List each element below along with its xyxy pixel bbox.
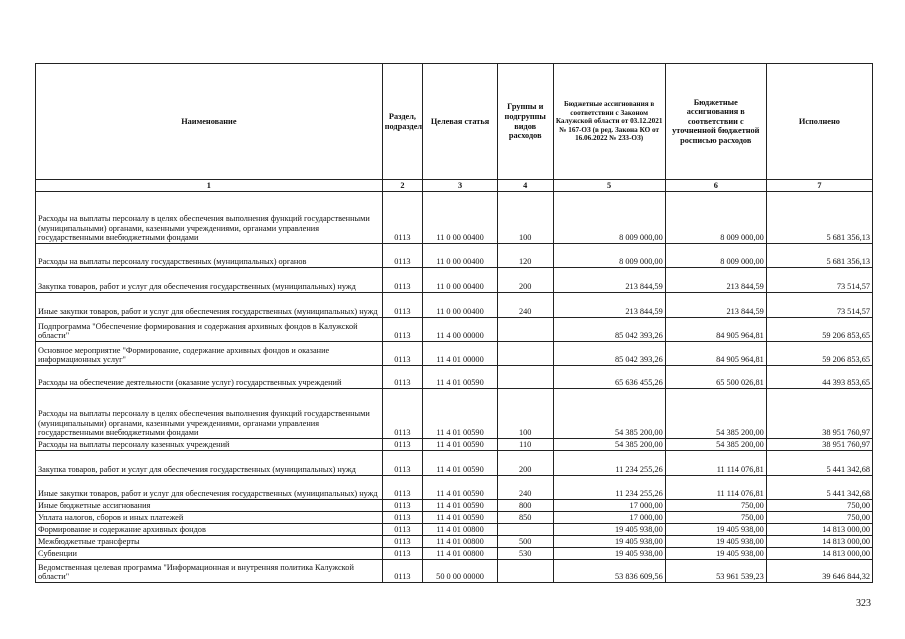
row-section: 0113 (382, 244, 422, 268)
row-section: 0113 (382, 389, 422, 439)
row-revised-amount: 19 405 938,00 (665, 524, 766, 536)
page-number: 323 (856, 598, 871, 609)
row-executed-amount: 38 951 760,97 (766, 389, 872, 439)
row-section: 0113 (382, 560, 422, 583)
row-name: Закупка товаров, работ и услуг для обеспечения государственных (муниципальных) нужд (36, 451, 383, 476)
row-section: 0113 (382, 342, 422, 366)
row-law-amount: 85 042 393,26 (553, 342, 665, 366)
table-row (36, 536, 873, 548)
row-target-article: 11 4 01 00590 (423, 500, 498, 512)
row-law-amount: 213 844,59 (553, 268, 665, 293)
row-expense-type: 240 (497, 476, 553, 500)
row-revised-amount: 750,00 (665, 500, 766, 512)
table-row (36, 366, 873, 389)
table-row (36, 560, 873, 583)
row-expense-type (497, 560, 553, 583)
row-target-article: 11 4 01 00800 (423, 548, 498, 560)
table-row (36, 389, 873, 439)
row-section: 0113 (382, 192, 422, 244)
row-target-article: 50 0 00 00000 (423, 560, 498, 583)
row-law-amount: 85 042 393,26 (553, 318, 665, 342)
row-target-article: 11 0 00 00400 (423, 244, 498, 268)
row-section: 0113 (382, 536, 422, 548)
row-executed-amount: 73 514,57 (766, 293, 872, 318)
table-row (36, 244, 873, 268)
row-target-article: 11 4 01 00000 (423, 342, 498, 366)
column-number: 2 (382, 180, 422, 192)
row-revised-amount: 750,00 (665, 512, 766, 524)
row-law-amount: 53 836 609,56 (553, 560, 665, 583)
row-name: Расходы на выплаты персоналу в целях обеспечения выполнения функций государственными (муниципальными) органами, казенными учреждениями, органами управления государственными внебюджетными фондами (36, 389, 383, 439)
row-revised-amount: 53 961 539,23 (665, 560, 766, 583)
row-expense-type (497, 318, 553, 342)
row-executed-amount: 750,00 (766, 512, 872, 524)
row-revised-amount: 213 844,59 (665, 268, 766, 293)
header-section: Раздел, подраздел (382, 64, 422, 180)
row-target-article: 11 4 01 00800 (423, 524, 498, 536)
row-name: Ведомственная целевая программа "Информационная и внутренняя политика Калужской области" (36, 560, 383, 583)
row-expense-type: 530 (497, 548, 553, 560)
row-executed-amount: 38 951 760,97 (766, 439, 872, 451)
column-number: 6 (665, 180, 766, 192)
row-expense-type: 500 (497, 536, 553, 548)
row-law-amount: 17 000,00 (553, 512, 665, 524)
row-revised-amount: 19 405 938,00 (665, 548, 766, 560)
row-executed-amount: 14 813 000,00 (766, 524, 872, 536)
row-executed-amount: 14 813 000,00 (766, 548, 872, 560)
row-revised-amount: 11 114 076,81 (665, 476, 766, 500)
row-revised-amount: 8 009 000,00 (665, 244, 766, 268)
table-row (36, 192, 873, 244)
row-section: 0113 (382, 293, 422, 318)
column-number: 4 (497, 180, 553, 192)
table-row (36, 439, 873, 451)
row-law-amount: 65 636 455,26 (553, 366, 665, 389)
table-row (36, 476, 873, 500)
row-executed-amount: 5 441 342,68 (766, 451, 872, 476)
row-expense-type: 110 (497, 439, 553, 451)
row-revised-amount: 11 114 076,81 (665, 451, 766, 476)
table-row (36, 500, 873, 512)
column-number-row (36, 180, 873, 192)
row-target-article: 11 4 01 00590 (423, 451, 498, 476)
row-name: Расходы на обеспечение деятельности (оказание услуг) государственных учреждений (36, 366, 383, 389)
row-expense-type: 200 (497, 268, 553, 293)
table-row (36, 293, 873, 318)
header-expense-group: Группы и подгруппы видов расходов (497, 64, 553, 180)
table-row (36, 268, 873, 293)
column-number: 5 (553, 180, 665, 192)
row-name: Расходы на выплаты персоналу в целях обеспечения выполнения функций государственными (муниципальными) органами, казенными учреждениями, органами управления государственными внебюджетными фондами (36, 192, 383, 244)
row-expense-type (497, 366, 553, 389)
row-revised-amount: 213 844,59 (665, 293, 766, 318)
row-law-amount: 8 009 000,00 (553, 192, 665, 244)
header-name: Наименование (36, 64, 383, 180)
budget-table (35, 63, 873, 583)
header-row (36, 64, 873, 180)
row-target-article: 11 4 01 00590 (423, 476, 498, 500)
row-section: 0113 (382, 548, 422, 560)
row-expense-type: 200 (497, 451, 553, 476)
row-target-article: 11 0 00 00400 (423, 293, 498, 318)
row-executed-amount: 59 206 853,65 (766, 342, 872, 366)
row-section: 0113 (382, 268, 422, 293)
table-row (36, 512, 873, 524)
row-revised-amount: 54 385 200,00 (665, 389, 766, 439)
row-law-amount: 54 385 200,00 (553, 439, 665, 451)
row-target-article: 11 0 00 00400 (423, 268, 498, 293)
row-section: 0113 (382, 512, 422, 524)
row-target-article: 11 0 00 00400 (423, 192, 498, 244)
row-revised-amount: 8 009 000,00 (665, 192, 766, 244)
row-name: Расходы на выплаты персоналу государственных (муниципальных) органов (36, 244, 383, 268)
row-section: 0113 (382, 524, 422, 536)
row-section: 0113 (382, 500, 422, 512)
row-expense-type (497, 342, 553, 366)
row-expense-type: 240 (497, 293, 553, 318)
row-law-amount: 54 385 200,00 (553, 389, 665, 439)
row-name: Субвенции (36, 548, 383, 560)
row-section: 0113 (382, 476, 422, 500)
row-revised-amount: 19 405 938,00 (665, 536, 766, 548)
row-name: Иные закупки товаров, работ и услуг для обеспечения государственных (муниципальных) нужд (36, 293, 383, 318)
row-target-article: 11 4 01 00590 (423, 366, 498, 389)
column-number: 7 (766, 180, 872, 192)
row-target-article: 11 4 01 00590 (423, 389, 498, 439)
row-expense-type: 100 (497, 192, 553, 244)
row-law-amount: 19 405 938,00 (553, 548, 665, 560)
row-name: Расходы на выплаты персоналу казенных учреждений (36, 439, 383, 451)
header-law-allocations: Бюджетные ассигнования в соответствии с Законом Калужской области от 03.12.2021 № 167-ОЗ (в ред. Закона КО от 16.06.2022 № 233-ОЗ) (553, 64, 665, 180)
table-row (36, 524, 873, 536)
row-executed-amount: 5 441 342,68 (766, 476, 872, 500)
row-law-amount: 19 405 938,00 (553, 524, 665, 536)
row-target-article: 11 4 01 00590 (423, 512, 498, 524)
row-revised-amount: 84 905 964,81 (665, 342, 766, 366)
row-law-amount: 213 844,59 (553, 293, 665, 318)
column-number: 1 (36, 180, 383, 192)
row-expense-type (497, 524, 553, 536)
row-executed-amount: 59 206 853,65 (766, 318, 872, 342)
row-name: Закупка товаров, работ и услуг для обеспечения государственных (муниципальных) нужд (36, 268, 383, 293)
row-executed-amount: 39 646 844,32 (766, 560, 872, 583)
table-row (36, 451, 873, 476)
table-row (36, 318, 873, 342)
row-law-amount: 8 009 000,00 (553, 244, 665, 268)
row-section: 0113 (382, 439, 422, 451)
row-executed-amount: 44 393 853,65 (766, 366, 872, 389)
row-revised-amount: 54 385 200,00 (665, 439, 766, 451)
row-executed-amount: 14 813 000,00 (766, 536, 872, 548)
row-expense-type: 120 (497, 244, 553, 268)
row-name: Основное мероприятие "Формирование, содержание архивных фондов и оказание информационных услуг" (36, 342, 383, 366)
row-revised-amount: 84 905 964,81 (665, 318, 766, 342)
header-executed: Исполнено (766, 64, 872, 180)
row-executed-amount: 5 681 356,13 (766, 192, 872, 244)
row-expense-type: 800 (497, 500, 553, 512)
row-law-amount: 19 405 938,00 (553, 536, 665, 548)
row-name: Иные закупки товаров, работ и услуг для обеспечения государственных (муниципальных) нужд (36, 476, 383, 500)
row-expense-type: 850 (497, 512, 553, 524)
row-executed-amount: 5 681 356,13 (766, 244, 872, 268)
row-revised-amount: 65 500 026,81 (665, 366, 766, 389)
row-expense-type: 100 (497, 389, 553, 439)
row-name: Иные бюджетные ассигнования (36, 500, 383, 512)
row-section: 0113 (382, 318, 422, 342)
row-name: Уплата налогов, сборов и иных платежей (36, 512, 383, 524)
row-name: Подпрограмма "Обеспечение формирования и содержания архивных фондов в Калужской области" (36, 318, 383, 342)
row-name: Формирование и содержание архивных фондов (36, 524, 383, 536)
column-number: 3 (423, 180, 498, 192)
row-executed-amount: 750,00 (766, 500, 872, 512)
row-law-amount: 17 000,00 (553, 500, 665, 512)
row-target-article: 11 4 01 00590 (423, 439, 498, 451)
table-row (36, 548, 873, 560)
row-target-article: 11 4 01 00800 (423, 536, 498, 548)
row-section: 0113 (382, 451, 422, 476)
header-target-article: Целевая статья (423, 64, 498, 180)
row-name: Межбюджетные трансферты (36, 536, 383, 548)
row-executed-amount: 73 514,57 (766, 268, 872, 293)
header-revised-allocations: Бюджетные ассигнования в соответствии с уточненной бюджетной росписью расходов (665, 64, 766, 180)
row-target-article: 11 4 00 00000 (423, 318, 498, 342)
table-row (36, 342, 873, 366)
row-law-amount: 11 234 255,26 (553, 476, 665, 500)
row-law-amount: 11 234 255,26 (553, 451, 665, 476)
row-section: 0113 (382, 366, 422, 389)
